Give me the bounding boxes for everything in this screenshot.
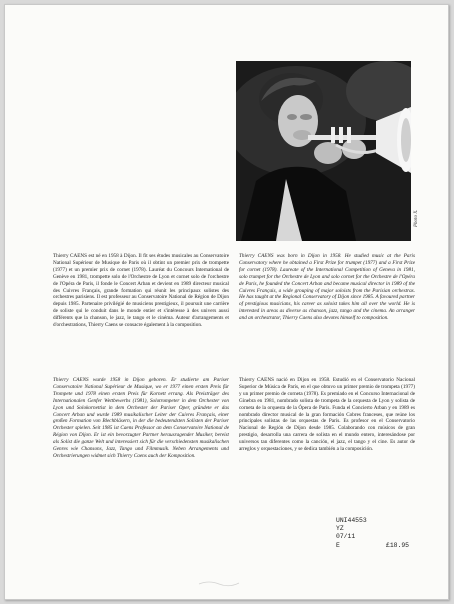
catalog-line-3: 07/11 — [336, 533, 356, 541]
catalog-price: £18.95 — [386, 541, 410, 549]
bio-english: Thierry CAENS was born in Dijon in 1958. He studied music at the Paris Conservatory where he obtained a First Prize for trumpet (1977) and a First Prize for cornet (1978). Laureate of the International Competition of Geneva in 1981, solo trumpet for the Orchestre de Lyon and solo cornet for the Orchestre de l'Opéra de Paris, he founded the Concert Arban and became musical director in 1989 of the Cuivres Français, a wide grouping of major soloists from the Parisian orchestras. He has taught at the Regional Conservatory of Dijon since 1985. A favoured partner of prestigious musicians, his career as soloist takes him all over the world. He is interested in areas as diverse as chanson, jazz, tango and the cinema. An arranger and an orchestrator, Thierry Caens also devotes himself to composition. — [239, 253, 415, 322]
bio-spanish: Thierry CAENS nació en Dijon en 1958. Estudió en el Conservatorio Nacional Superior de Música de París, en el que obtuvo un primer premio de trompeta (1977) y un primer premio de corneta (1978). Es premiado en el Concurso Internacional de Ginebra en 1981, nombrado solista de trompeta de la orquesta de Lyon y solista de corneta de la orquesta de la Ópera de París. Funda el Concierto Arban y en 1989 es nombrado director musical de la gran formación Cobres franceses, que reúne los principales solistas de las orquestas de París. Es profesor en el Conservatorio Nacional de Región de Dijon desde 1985. Colaborando con músicos de gran prestigio, desarrolla una carrera de solista en el mundo entero, interesándose por universos tan diferentes como la canción, el jazz, el tango y el cine. Es autor de arreglos y orquestaciones, y se dedica también a la composición. — [239, 377, 415, 453]
photo-credit: Photo X. — [414, 209, 419, 227]
bio-french: Thierry CAENS est né en 1958 à Dijon. Il fit ses études musicales au Conservatoire National Supérieur de Musique de Paris où il obtint un premier prix de trompette (1977) et un premier prix de cornet (1978). Lauréat du Concours International de Genève en 1981, trompette solo de l'Orchestre de Lyon et cornet solo de l'orchestre de l'Opéra de Paris, il fonde le Concert Arban et devient en 1989 directeur musical des Cuivres Français, grande formation qui réunit les principaux solistes des orchestres parisiens. Il est professeur au Conservatoire National de Région de Dijon depuis 1985. Partenaire privilégié de musiciens prestigieux, il poursuit une carrière de soliste qui le conduit dans le monde entier et s'intéresse à des univers aussi différents que la chanson, le jazz, le tango et le cinéma. Auteur d'arrangements et d'orchestrations, Thierry Caens se consacre également à la composition. — [53, 253, 229, 329]
catalog-line-2: YZ — [336, 525, 344, 533]
catalog-grade: E — [336, 541, 340, 549]
catalog-code: UNI44553 — [336, 517, 367, 524]
pencil-mark — [197, 578, 247, 588]
artist-photo — [236, 61, 411, 241]
trumpet-player-illustration — [236, 61, 411, 241]
bio-german: Thierry CAENS wurde 1958 in Dijon geboren. Er studierte am Pariser Conservatoire National Supérieur de Musique, wo er 1977 einen ersten Preis für Trompete und 1978 einen ersten Preis für Kornett errang. Als Preisträger des Internationalen Genfer Wettbewerbs (1981), Solotrompeter in dem Orchester von Lyon und Solokornettist in dem Orchester der Pariser Oper, gründete er das Concert Arban und wurde 1989 musikalischer Leiter der Cuivres Français, einer großen Formation von Blechbläsern, in der die bedeutendsten Solisten der Pariser Orchester spielen. Seit 1985 ist Caens Professor an dem Conservatoire National de Région von Dijon. Er ist ein bevorzugter Partner herausragender Musiker, bereist als Solist die ganze Welt und interessiert sich für die verschiedensten musikalischen Genres wie Chansons, Jazz, Tango und Filmmusik. Neben Arrangements und Orchestrierungen widmet sich Thierry Caens auch der Komposition. — [53, 377, 229, 459]
booklet-page — [4, 4, 449, 600]
catalog-price-row — [336, 542, 409, 550]
catalog-label — [336, 517, 409, 550]
